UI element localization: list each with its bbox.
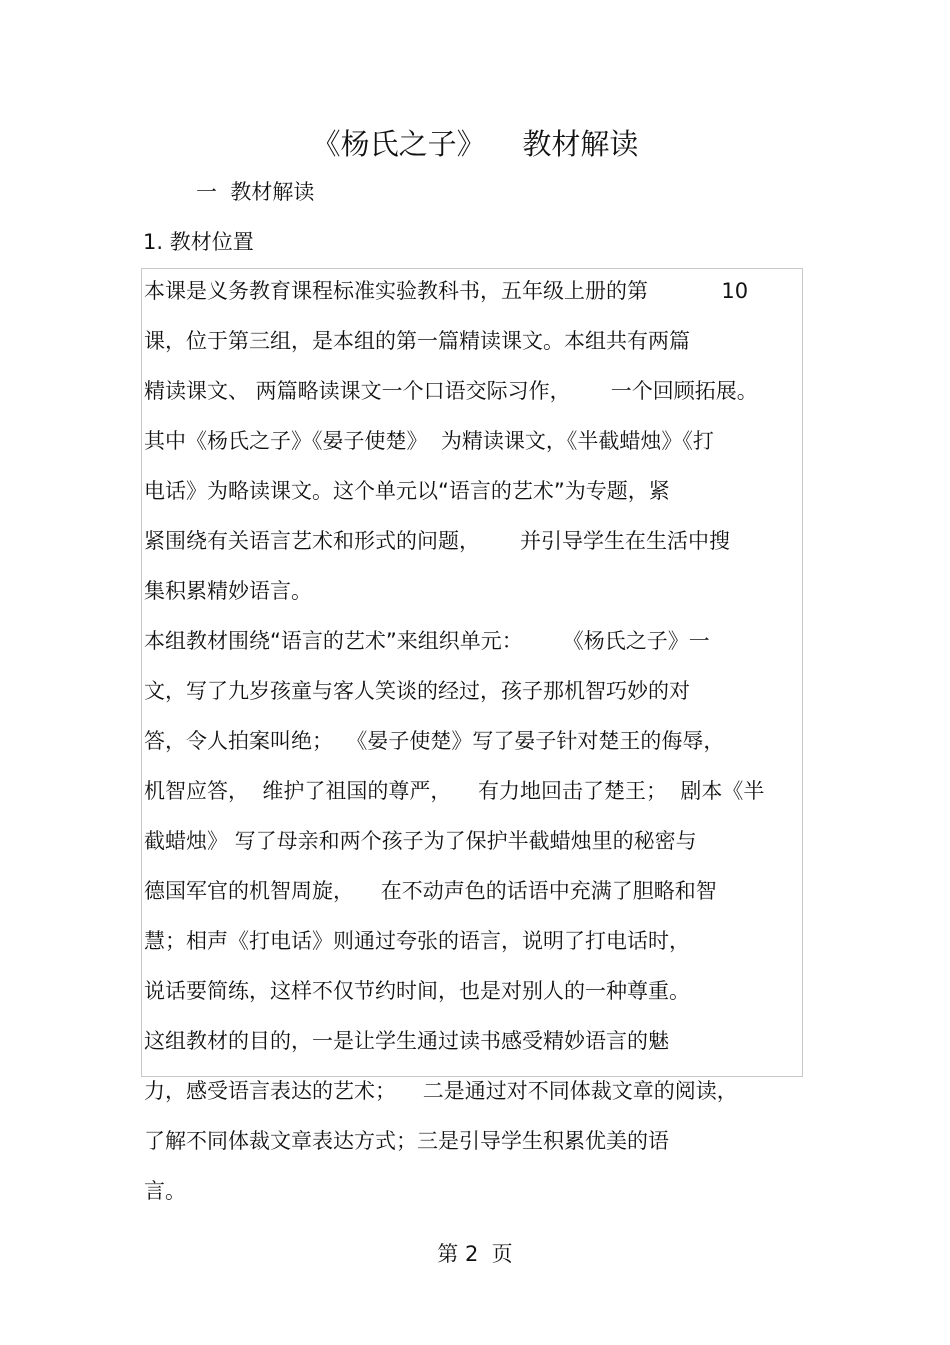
body-line: 集积累精妙语言。 bbox=[144, 579, 312, 603]
body-line: 其中《杨氏之子》《晏子使楚》 为精读课文，《半截蜡烛》《打 bbox=[144, 429, 714, 453]
body-line: 截蜡烛》 写了母亲和两个孩子为了保护半截蜡烛里的秘密与 bbox=[144, 829, 697, 853]
body-line: 这组教材的目的，一是让学生通过读书感受精妙语言的魅 bbox=[144, 1029, 669, 1053]
body-text bbox=[144, 273, 804, 1223]
body-line: 了解不同体裁文章表达方式；三是引导学生积累优美的语 bbox=[144, 1129, 669, 1153]
body-line: 说话要简练，这样不仅节约时间，也是对别人的一种尊重。 bbox=[144, 979, 690, 1003]
body-line: 精读课文、 两篇略读课文一个口语交际习作， 一个回顾拓展。 bbox=[144, 379, 758, 403]
body-line: 言。 bbox=[144, 1179, 186, 1203]
subsection-heading: 1. 教材位置 bbox=[143, 230, 254, 254]
body-line: 电话》为略读课文。这个单元以“语言的艺术”为专题，紧 bbox=[144, 479, 670, 503]
body-line: 机智应答， 维护了祖国的尊严， 有力地回击了楚王； 剧本《半 bbox=[144, 779, 765, 803]
body-line: 本课是义务教育课程标准实验教科书，五年级上册的第 10 bbox=[144, 279, 749, 303]
body-line: 力，感受语言表达的艺术； 二是通过对不同体裁文章的阅读， bbox=[144, 1079, 738, 1103]
body-line: 文，写了九岁孩童与客人笑谈的经过，孩子那机智巧妙的对 bbox=[144, 679, 690, 703]
body-line: 德国军官的机智周旋， 在不动声色的话语中充满了胆略和智 bbox=[144, 879, 717, 903]
document-title: 《杨氏之子》 教材解读 bbox=[311, 127, 639, 161]
body-line: 课，位于第三组，是本组的第一篇精读课文。本组共有两篇 bbox=[144, 329, 690, 353]
body-line: 紧围绕有关语言艺术和形式的问题， 并引导学生在生活中搜 bbox=[144, 529, 731, 553]
body-line: 本组教材围绕“语言的艺术”来组织单元： 《杨氏之子》一 bbox=[144, 629, 710, 653]
page-number: 第 2 页 bbox=[437, 1242, 513, 1266]
body-line: 慧；相声《打电话》则通过夸张的语言，说明了打电话时， bbox=[144, 929, 690, 953]
section-heading: 一 教材解读 bbox=[196, 180, 315, 204]
body-line: 答，令人拍案叫绝； 《晏子使楚》写了晏子针对楚王的侮辱， bbox=[144, 729, 725, 753]
